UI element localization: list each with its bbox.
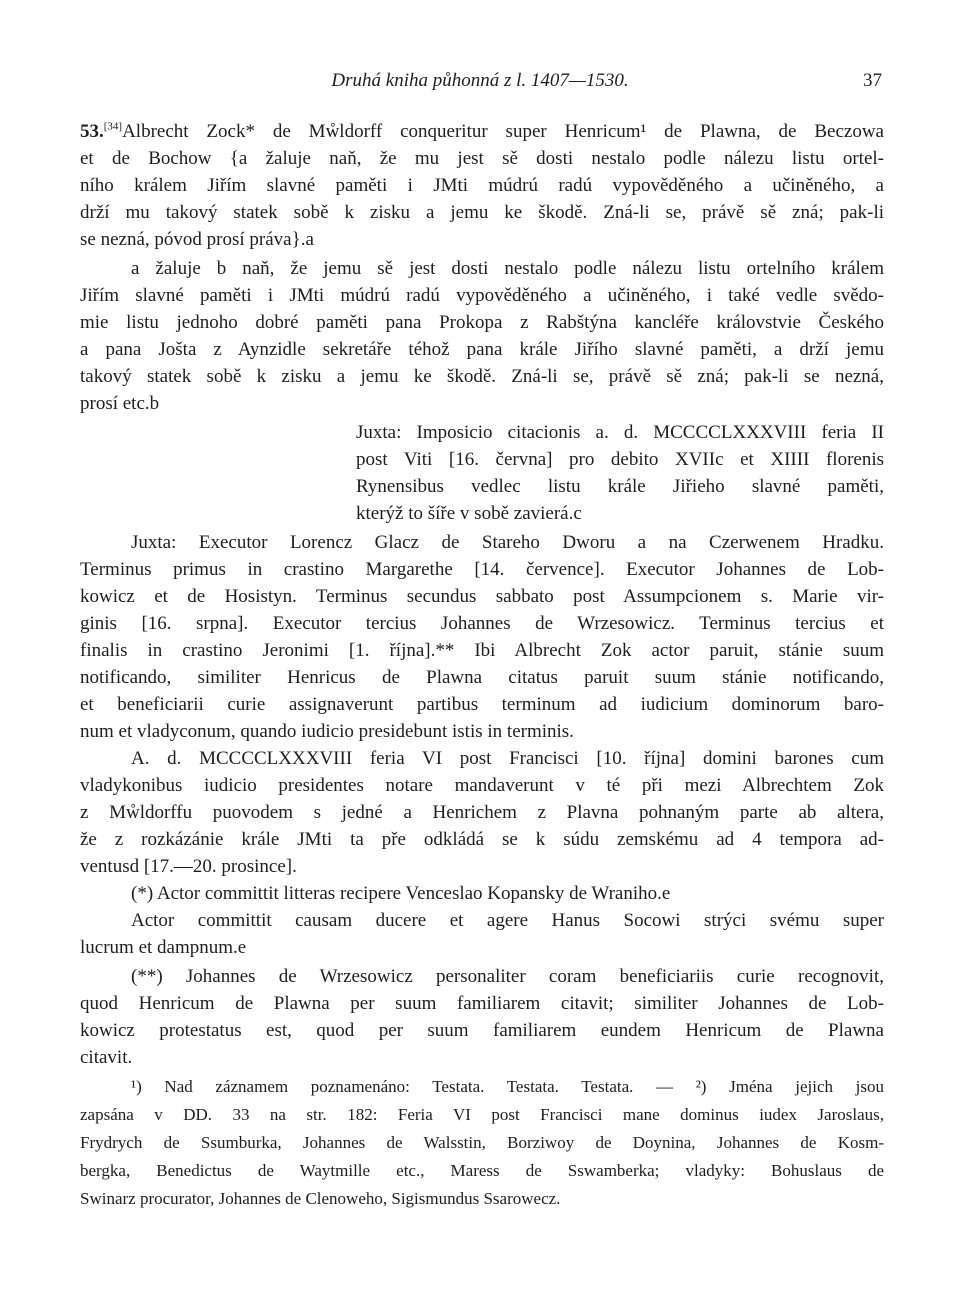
juxta-line: Rynensibus vedlec listu krále Jiřieho slavné paměti, bbox=[356, 476, 884, 497]
body-line: vladykonibus iudicio presidentes notare mandaverunt v té při mezi Albrechtem Zok bbox=[80, 775, 884, 796]
body-line: ginis [16. srpna]. Executor tercius Johannes de Wrzesowicz. Terminus tercius et bbox=[80, 613, 884, 634]
entry-line: Jiřím slavné paměti i JMti múdrú radú vypověděného a učiněného, i také vedle svědo- bbox=[80, 285, 884, 306]
body-line: notificando, similiter Henricus de Plawna citatus paruit suum stánie notificando, bbox=[80, 667, 884, 688]
entry-line: prosí etc.b bbox=[80, 393, 160, 414]
body-line: quod Henricum de Plawna per suum familiarem citavit; similiter Johannes de Lob- bbox=[80, 993, 884, 1014]
entry-line: a pana Jošta z Aynzidle sekretáře téhož pana krále Jiřího slavné paměti, a drží jemu bbox=[80, 339, 884, 360]
entry-line: mie listu jednoho dobré paměti pana Prokopa z Rabštýna kancléře královstvie Českého bbox=[80, 312, 884, 333]
body-line: ventusd [17.—20. prosince]. bbox=[80, 856, 297, 877]
footnote-line: bergka, Benedictus de Waytmille etc., Maress de Sswamberka; vladyky: Bohuslaus de bbox=[80, 1161, 884, 1180]
footnote-line: Swinarz procurator, Johannes de Clenoweho, Sigismundus Ssarowecz. bbox=[80, 1189, 561, 1208]
entry-line: et de Bochow {a žaluje naň, že mu jest sě dosti nestalo podle nálezu listu ortel- bbox=[80, 148, 884, 169]
entry-line: ního králem Jiřím slavné paměti i JMti múdrú radú vypověděného a učiněného, a bbox=[80, 175, 884, 196]
entry-number: 53. bbox=[80, 121, 104, 142]
body-line: citavit. bbox=[80, 1047, 133, 1068]
body-line: Actor committit causam ducere et agere Hanus Socowi strýci svému super bbox=[131, 910, 884, 931]
footnote-line: zapsána v DD. 33 na str. 182: Feria VI post Francisci mane dominus iudex Jaroslaus, bbox=[80, 1105, 884, 1124]
body-line: že z rozkázánie krále JMti ta pře odkládá se k súdu zemskému ad 4 tempora ad- bbox=[80, 829, 884, 850]
body-line: kowicz protestatus est, quod per suum familiarem eundem Henricum de Plawna bbox=[80, 1020, 884, 1041]
body-line: lucrum et dampnum.e bbox=[80, 937, 247, 958]
body-line: A. d. MCCCCLXXXVIII feria VI post Francisci [10. října] domini barones cum bbox=[131, 748, 884, 769]
entry-line: takový statek sobě k zisku a jemu ke škodě. Zná-li se, právě sě zná; pak-li se nezná, bbox=[80, 366, 884, 387]
body-line: et beneficiarii curie assignaverunt partibus terminum ad iudicium dominorum baro- bbox=[80, 694, 884, 715]
body-line: (*) Actor committit litteras recipere Venceslao Kopansky de Wraniho.e bbox=[131, 883, 671, 904]
body-line: Terminus primus in crastino Margarethe [14. července]. Executor Johannes de Lob- bbox=[80, 559, 884, 580]
footnote-line: ¹) Nad záznamem poznamenáno: Testata. Testata. Testata. — ²) Jména jejich jsou bbox=[131, 1077, 884, 1096]
entry-line: 53.[34]Albrecht Zock* de Mẘldorff conqueritur super Henricum¹ de Plawna, de Beczowa bbox=[80, 120, 884, 142]
entry-line: a žaluje b naň, že jemu sě jest dosti nestalo podle nálezu listu ortelního králem bbox=[131, 258, 884, 279]
juxta-line: kterýž to šíře v sobě zavierá.c bbox=[356, 503, 582, 524]
entry-line: se nezná, póvod prosí práva}.a bbox=[80, 229, 314, 250]
juxta-line: post Viti [16. června] pro debito XVIIc et XIIII florenis bbox=[356, 449, 884, 470]
body-line: kowicz et de Hosistyn. Terminus secundus sabbato post Assumpcionem s. Marie vir- bbox=[80, 586, 884, 607]
body-line: finalis in crastino Jeronimi [1. října].** Ibi Albrecht Zok actor paruit, stánie suum bbox=[80, 640, 884, 661]
running-header-title: Druhá kniha půhonná z l. 1407—1530. bbox=[331, 70, 629, 91]
body-line: (**) Johannes de Wrzesowicz personaliter coram beneficiariis curie recognovit, bbox=[131, 966, 884, 987]
page-number: 37 bbox=[863, 70, 882, 91]
juxta-line: Juxta: Imposicio citacionis a. d. MCCCCLXXXVIII feria II bbox=[356, 422, 884, 443]
body-line: num et vladyconum, quando iudicio presidebunt istis in terminis. bbox=[80, 721, 574, 742]
body-line: Juxta: Executor Lorencz Glacz de Stareho Dworu a na Czerwenem Hradku. bbox=[131, 532, 884, 553]
folio-mark: [34] bbox=[103, 120, 123, 133]
body-line: z Mẘldorffu puovodem s jedné a Henrichem z Plavna pohnaným parte ab altera, bbox=[80, 802, 884, 823]
footnote-line: Frydrych de Ssumburka, Johannes de Walsstin, Borziwoy de Doynina, Johannes de Kosm- bbox=[80, 1133, 884, 1152]
entry-line: drží mu takový statek sobě k zisku a jemu ke škodě. Zná-li se, právě sě zná; pak-li bbox=[80, 202, 884, 223]
